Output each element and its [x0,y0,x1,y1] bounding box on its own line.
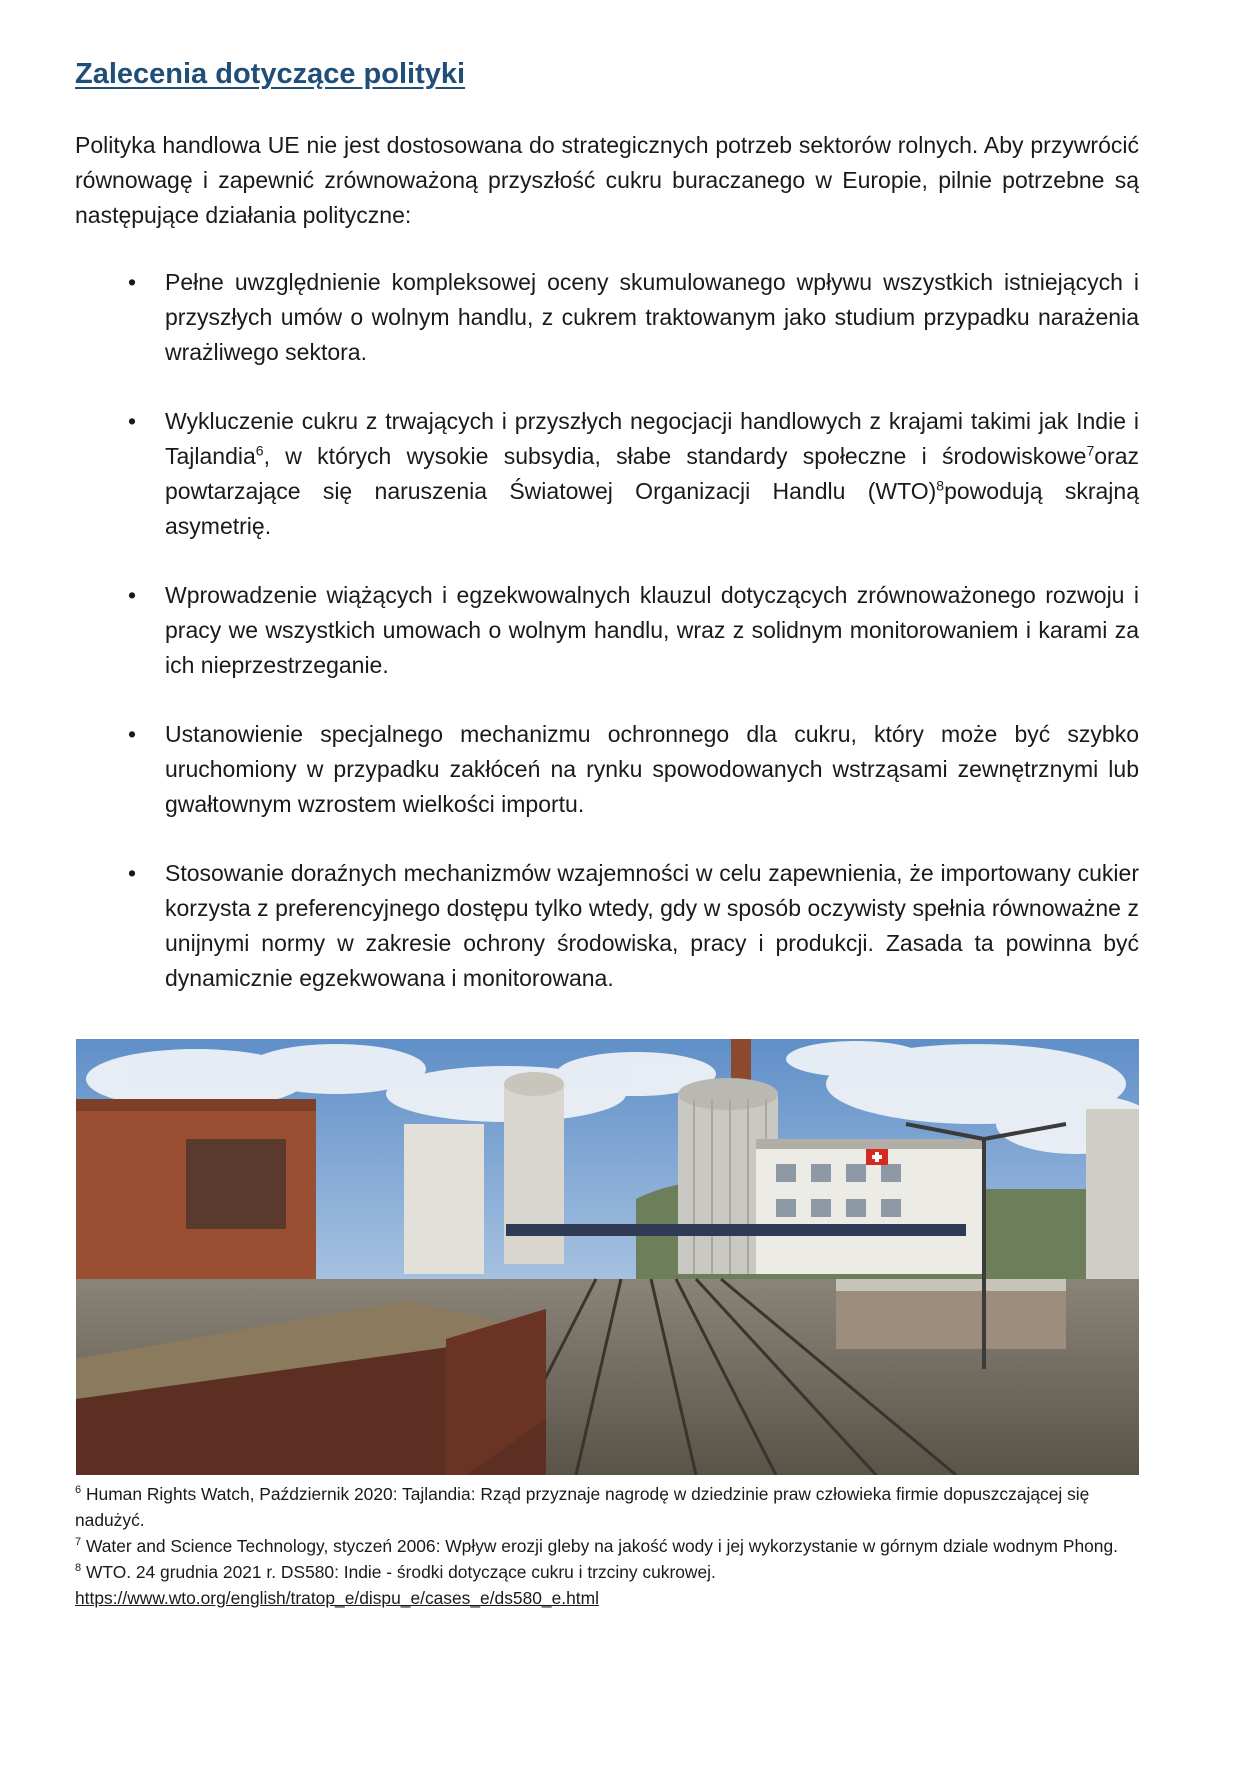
conveyor-bridge [506,1224,966,1236]
footnote-number: 6 [75,1484,82,1497]
bullet-text: Wprowadzenie wiążących i egzekwowalnych klauzul dotyczących zrównoważonego rozwoju i pracy we wszystkich umowach o wolnym handlu, wraz z solidnym monitorowaniem i karami za ich nieprzestrzeganie. [165,582,1139,678]
bullet-text: powodują skrajną asymetrię. [165,478,1139,539]
footnote-text: WTO. 24 grudnia 2021 r. DS580: Indie - środki dotyczące cukru i trzciny cukrowej. [85,1562,716,1582]
yard-shed [836,1289,1066,1349]
recommendation-list [75,265,1139,1030]
bullet-marker: • [128,582,137,608]
footnotes [75,1481,1139,1611]
bullet-marker: • [128,269,137,295]
bullet-text: Pełne uwzględnienie kompleksowej oceny skumulowanego wpływu wszystkich istniejących i przyszłych umów o wolnym handlu, z cukrem traktowanym jako studium przypadku narażenia wrażliwego sektora. [165,269,1139,365]
bullet-text: , w których wysokie subsydia, słabe standardy społeczne i środowiskowe [263,443,1087,469]
bullet-marker: • [128,721,137,747]
list-item [75,404,1139,544]
sugar-factory-photo [76,1039,1139,1475]
footnote-ref[interactable]: 8 [936,477,945,494]
list-item [75,578,1139,683]
bullet-marker: • [128,860,137,886]
footnote-number: 8 [75,1562,82,1575]
bullet-text: Stosowanie doraźnych mechanizmów wzajemności w celu zapewnienia, że importowany cukier korzysta z preferencyjnego dostępu tylko wtedy, gdy w sposób oczywisty spełnia równoważne z unijnymi normy w zakresie ochrony środowiska, pracy i produkcji. Zasada ta powinna być dynamicznie egzekwowana i monitorowana. [165,860,1139,991]
bullet-text: Ustanowienie specjalnego mechanizmu ochronnego dla cukru, który może być szybko uruchomiony w przypadku zakłóceń na rynku spowodowanych wstrząsami zewnętrznymi lub gwałtownym wzrostem wielkości importu. [165,721,1139,817]
footnote-number: 7 [75,1536,82,1549]
list-item [75,717,1139,822]
bullet-text: oraz powtarzające się naruszenia Światowej Organizacji Handlu (WTO) [165,443,1139,504]
intro-paragraph: Polityka handlowa UE nie jest dostosowana do strategicznych potrzeb sektorów rolnych. Aby przywrócić równowagę i zapewnić zrównoważoną przyszłość cukru buraczanego w Europie, pilnie potrzebne są następujące działania polityczne: [75,132,1139,228]
list-item [75,265,1139,370]
list-item [75,856,1139,996]
footnote-7 [75,1533,1139,1559]
bullet-marker: • [128,408,137,434]
footnote-ref[interactable]: 7 [1086,442,1095,459]
footnote-text: Human Rights Watch, Październik 2020: Tajlandia: Rząd przyznaje nagrodę w dziedzinie praw człowieka firmie dopuszczającej się nadużyć. [75,1484,1090,1530]
silo [504,1084,564,1264]
bullet-text: Wykluczenie cukru z trwających i przyszłych negocjacji handlowych z krajami takimi jak Indie i Tajlandia [165,408,1139,469]
footnote-text: Water and Science Technology, styczeń 2006: Wpływ erozji gleby na jakość wody i jej wykorzystanie w górnym dziale wodnym Phong. [85,1536,1118,1556]
footnote-8 [75,1559,1139,1611]
footnote-ref[interactable]: 6 [255,442,264,459]
footnote-6 [75,1481,1139,1533]
footnote-link[interactable]: https://www.wto.org/english/tratop_e/dispu_e/cases_e/ds580_e.html [75,1588,599,1608]
page-title: Zalecenia dotyczące polityki [75,58,466,90]
